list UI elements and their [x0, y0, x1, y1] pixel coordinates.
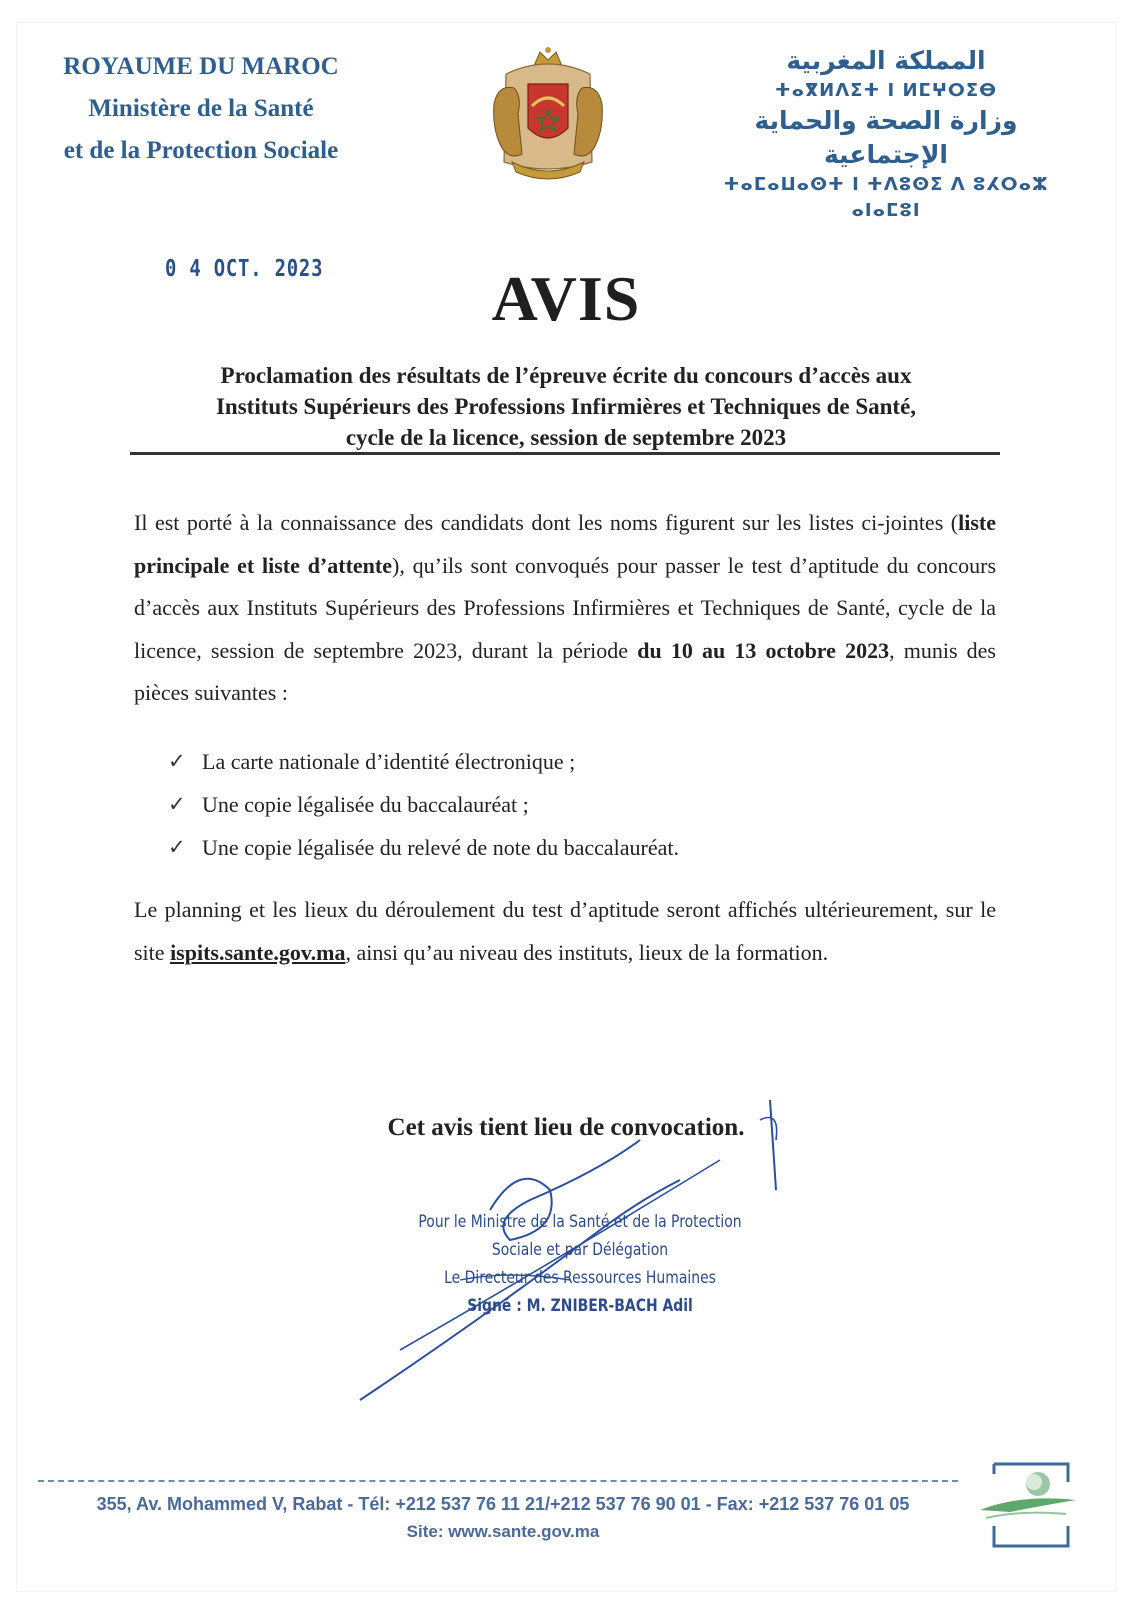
subtitle-divider [130, 452, 1000, 455]
checkmark-icon: ✓ [168, 835, 186, 859]
ministry-name-fr-line2: et de la Protection Sociale [63, 137, 339, 164]
document-item-label: Une copie légalisée du baccalauréat ; [202, 792, 529, 817]
intro-text-1: Il est porté à la connaissance des candidats dont les noms figurent sur les listes ci-jointes ( [134, 510, 959, 535]
intro-period-bold: du 10 au 13 octobre 2023 [637, 637, 890, 663]
planning-text-2: , ainsi qu’au niveau des instituts, lieux de la formation. [345, 939, 829, 965]
signature-line-2: Sociale et par Délégation [491, 1240, 669, 1260]
document-item-label: Une copie légalisée du relevé de note du baccalauréat. [202, 835, 680, 860]
planning-paragraph [134, 889, 996, 974]
footer-divider [38, 1480, 958, 1482]
planning-text-1: Le planning et les lieux du déroulement du test d’aptitude seront affichés ultérieurement, sur le site [134, 897, 996, 965]
footer-site[interactable]: Site: www.sante.gov.ma [406, 1522, 600, 1541]
document-title: AVIS [491, 263, 641, 334]
checkmark-icon: ✓ [168, 749, 186, 773]
coat-of-arms-icon [488, 44, 608, 186]
signature-line-3: Le Directeur des Ressources Humaines [444, 1268, 716, 1288]
ministry-name-tifinagh: ⵜⴰⵎⴰⵡⴰⵙⵜ ⵏ ⵜⴷⵓⵙⵉ ⴷ ⵓⵃⵔⴰⵣ ⴰⵏⴰⵎⵓⵏ [723, 174, 1049, 221]
kingdom-name-tifinagh: ⵜⴰⴳⵍⴷⵉⵜ ⵏ ⵍⵎⵖⵔⵉⴱ [774, 80, 998, 101]
document-subtitle [130, 360, 1002, 453]
ministry-name-ar: وزارة الصحة والحماية الإجتماعية [754, 106, 1018, 169]
list-item [168, 740, 679, 783]
kingdom-name-ar: المملكة المغربية [786, 46, 986, 75]
subtitle-line-2: Instituts Supérieurs des Professions Infirmières et Techniques de Santé, [215, 394, 917, 419]
footer-address: 355, Av. Mohammed V, Rabat - Tél: +212 537 76 11 21/+212 537 76 90 01 - Fax: +212 537 76 01 05 [96, 1494, 910, 1514]
signature-line-1: Pour le Ministre de la Santé et de la Protection [418, 1212, 742, 1232]
list-item [168, 826, 679, 869]
ministry-name-fr-line1: Ministère de la Santé [88, 95, 314, 122]
kingdom-name-fr: ROYAUME DU MAROC [63, 53, 339, 80]
checkmark-icon: ✓ [168, 792, 186, 816]
intro-lists-bold: liste principale et liste d’attente [134, 510, 996, 578]
required-documents-list [168, 740, 679, 869]
subtitle-line-1: Proclamation des résultats de l’épreuve écrite du concours d’accès aux [220, 363, 912, 388]
date-stamp: 0 4 OCT. 2023 [165, 256, 324, 282]
document-item-label: La carte nationale d’identité électronique ; [202, 749, 576, 774]
header-right [696, 44, 1076, 224]
signatory-name: Signé : M. ZNIBER-BACH Adil [467, 1296, 693, 1316]
signature-block [416, 1208, 744, 1320]
site-link[interactable]: ispits.sante.gov.ma [170, 939, 346, 965]
intro-paragraph [134, 502, 996, 715]
subtitle-line-3: cycle de la licence, session de septembre 2023 [345, 425, 787, 450]
convocation-notice: Cet avis tient lieu de convocation. [387, 1114, 745, 1141]
header-left [36, 46, 366, 172]
intro-text-2: ), qu’ils sont convoqués pour passer le test d’aptitude du concours d’accès aux Instituts Supérieurs des Professions Infirmières et Techniques de Santé, cycle de la licence, session de septembre 2023, durant la période [134, 552, 997, 663]
list-item [168, 783, 679, 826]
ministry-logo-icon [980, 1460, 1080, 1552]
intro-text-3: , munis des pièces suivantes : [134, 637, 996, 705]
